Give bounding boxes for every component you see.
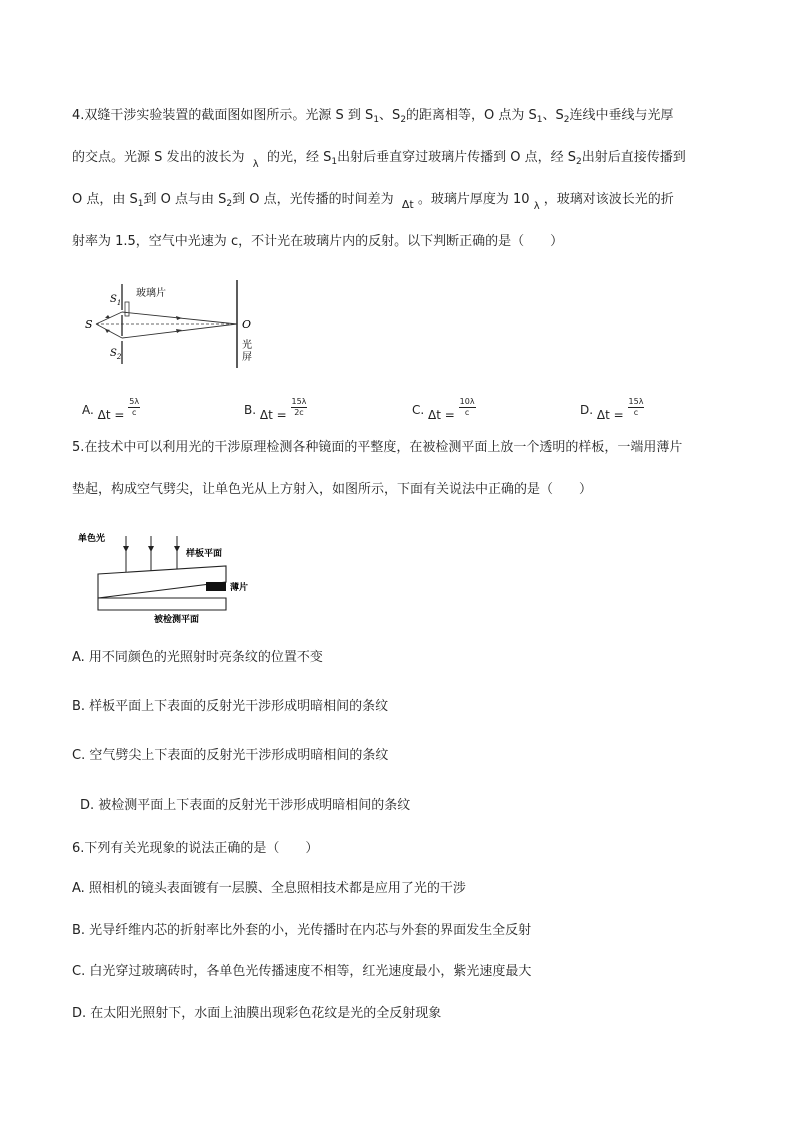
label-mono-light: 单色光: [78, 534, 106, 544]
label-S: S: [85, 318, 93, 331]
label-O: O: [242, 318, 252, 331]
label-tested-plane: 被检测平面: [154, 615, 200, 624]
q4-stem-line-4: 射率为 1.5，空气中光速为 c，不计光在玻璃片内的反射。以下判断正确的是（ ）: [72, 234, 564, 249]
q4-stem-line-1: 4.双缝干涉实验装置的截面图如图所示。光源 S 到 $S_1$、$S_2$的距离相等，O 点为 $S_1$、$S_2$连线中垂线与光厚: [72, 108, 674, 125]
q5-option-a[interactable]: A. 用不同颜色的光照射时亮条纹的位置不变: [72, 650, 323, 665]
q4-option-c[interactable]: C. Δt = $\frac{10\lambda}{c}$: [412, 397, 475, 422]
label-S1: $S_1$: [110, 294, 122, 307]
label-sample-plane: 样板平面: [186, 549, 223, 559]
label-glass: 玻璃片: [136, 288, 166, 299]
q4-option-d[interactable]: D. Δt = $\frac{15\lambda}{c}$: [580, 397, 644, 422]
q4-option-a[interactable]: A. Δt = $\frac{5\lambda}{c}$: [82, 397, 140, 422]
q5-option-d[interactable]: D. 被检测平面上下表面的反射光干涉形成明暗相间的条纹: [80, 798, 411, 813]
q5-option-c[interactable]: C. 空气劈尖上下表面的反射光干涉形成明暗相间的条纹: [72, 748, 389, 763]
air-wedge-figure: [78, 528, 258, 624]
label-screen-2: 屏: [242, 352, 252, 363]
q6-option-c[interactable]: C. 白光穿过玻璃砖时，各单色光传播速度不相等，红光速度最小，紫光速度最大: [72, 964, 532, 979]
q5-stem-line-1: 5.在技术中可以利用光的干涉原理检测各种镜面的平整度，在被检测平面上放一个透明的样板，一端用薄片: [72, 440, 683, 455]
q6-option-b[interactable]: B. 光导纤维内芯的折射率比外套的小，光传播时在内芯与外套的界面发生全反射: [72, 923, 532, 938]
double-slit-figure: [82, 278, 262, 370]
q4-stem-line-3: O 点，由 $S_1$到 O 点与由 $S_2$到 O 点，光传播的时间差为 $_{\Delta t}$ 。玻璃片厚度为 10 $_\lambda$ ，玻璃对该波长光的折: [72, 192, 674, 212]
q4-option-b[interactable]: B. Δt = $\frac{15\lambda}{2c}$: [244, 397, 307, 422]
label-S2: $S_2$: [110, 348, 122, 361]
q6-option-a[interactable]: A. 照相机的镜头表面镀有一层膜、全息照相技术都是应用了光的干涉: [72, 881, 466, 896]
q5-stem-line-2: 垫起，构成空气劈尖，让单色光从上方射入，如图所示，下面有关说法中正确的是（ ）: [72, 482, 593, 497]
q6-option-d[interactable]: D. 在太阳光照射下，水面上油膜出现彩色花纹是光的全反射现象: [72, 1006, 442, 1021]
label-thin-piece: 薄片: [230, 583, 249, 593]
label-screen-1: 光: [242, 340, 252, 351]
q5-option-b[interactable]: B. 样板平面上下表面的反射光干涉形成明暗相间的条纹: [72, 699, 389, 714]
q4-stem-line-2: 的交点。光源 S 发出的波长为 $_\lambda$ 的光，经 $S_1$出射后垂直穿过玻璃片传播到 O 点，经 $S_2$出射后直接传播到: [72, 150, 686, 170]
q6-stem: 6.下列有关光现象的说法正确的是（ ）: [72, 841, 319, 856]
